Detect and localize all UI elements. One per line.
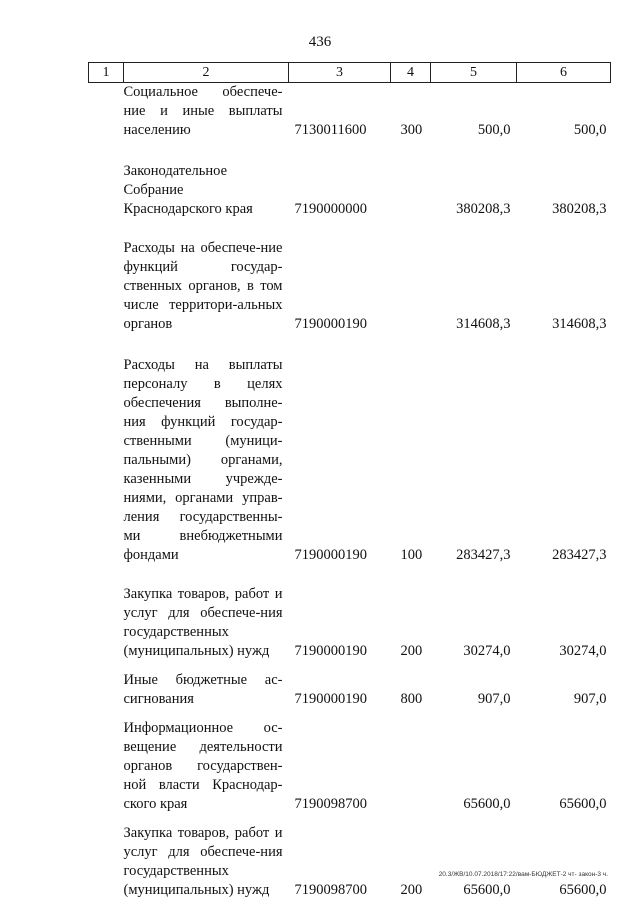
row-code: 7190098700: [294, 882, 367, 898]
table-row: [89, 334, 611, 565]
table-row: [89, 814, 611, 900]
row-code: 7190000190: [294, 643, 367, 659]
row-name: Законодательное Собрание Краснодарского края: [123, 163, 253, 217]
column-header: 3: [289, 63, 391, 83]
row-value-6: 380208,3: [552, 201, 607, 217]
table-row: [89, 565, 611, 661]
column-header: 1: [89, 63, 124, 83]
row-kvr: 200: [400, 882, 423, 898]
document-footer: 20.3/ЖВ/10.07.2018/17:22/вам-БЮДЖЕТ-2 чт- закон-3 ч.: [438, 871, 608, 878]
row-code: 7190098700: [294, 796, 367, 812]
row-code: 7130011600: [294, 122, 367, 138]
table-row: [89, 140, 611, 219]
row-value-6: 30274,0: [559, 643, 607, 659]
table-row: [89, 219, 611, 334]
row-name: Закупка товаров, работ и услуг для обеспече-ния государственных (муниципальных) нужд: [123, 825, 283, 898]
row-value-5: 30274,0: [463, 643, 511, 659]
column-header: 2: [124, 63, 289, 83]
page-number: 436: [308, 34, 332, 50]
row-value-5: 65600,0: [463, 882, 511, 898]
row-value-6: 314608,3: [552, 316, 607, 332]
row-code: 7190000190: [294, 316, 367, 332]
row-code: 7190000190: [294, 547, 367, 563]
column-header: 6: [517, 63, 611, 83]
column-header: 4: [391, 63, 431, 83]
row-value-5: 907,0: [477, 691, 511, 707]
table-row: [89, 709, 611, 814]
row-code: 7190000000: [294, 201, 367, 217]
row-kvr: [391, 219, 431, 334]
row-value-6: 907,0: [573, 691, 607, 707]
row-kvr: 200: [400, 643, 423, 659]
row-name: Расходы на выплаты персоналу в целях обеспечения выполне-ния функций государ-ственными (муници-пальными) органами, казенными учрежде-ниями, органами управ-ления государственны-ми внебюджетными фондами: [123, 357, 283, 563]
row-value-6: 500,0: [573, 122, 607, 138]
row-name: Расходы на обеспече-ние функций государ-ственных органов, в том числе территори-альных органов: [123, 240, 283, 332]
row-value-5: 65600,0: [463, 796, 511, 812]
row-value-6: 283427,3: [552, 547, 607, 563]
row-value-5: 314608,3: [456, 316, 511, 332]
row-value-5: 500,0: [477, 122, 511, 138]
row-name: Информационное ос-вещение деятельности органов государствен-ной власти Краснодар-ского края: [123, 720, 283, 812]
row-name: Иные бюджетные ас-сигнования: [123, 672, 283, 707]
budget-table: [88, 62, 611, 900]
row-name: Социальное обеспече-ние и иные выплаты населению: [123, 84, 283, 138]
row-value-6: 65600,0: [559, 882, 607, 898]
row-value-6: 65600,0: [559, 796, 607, 812]
row-code: 7190000190: [294, 691, 367, 707]
row-value-5: 283427,3: [456, 547, 511, 563]
table-header-row: [89, 63, 611, 83]
table-row: [89, 83, 611, 141]
row-kvr: [391, 709, 431, 814]
row-kvr: 800: [400, 691, 423, 707]
table-row: [89, 661, 611, 709]
row-kvr: [391, 140, 431, 219]
row-name: Закупка товаров, работ и услуг для обеспече-ния государственных (муниципальных) нужд: [123, 586, 283, 659]
row-kvr: 100: [400, 547, 423, 563]
row-kvr: 300: [400, 122, 423, 138]
column-header: 5: [431, 63, 517, 83]
row-value-5: 380208,3: [456, 201, 511, 217]
